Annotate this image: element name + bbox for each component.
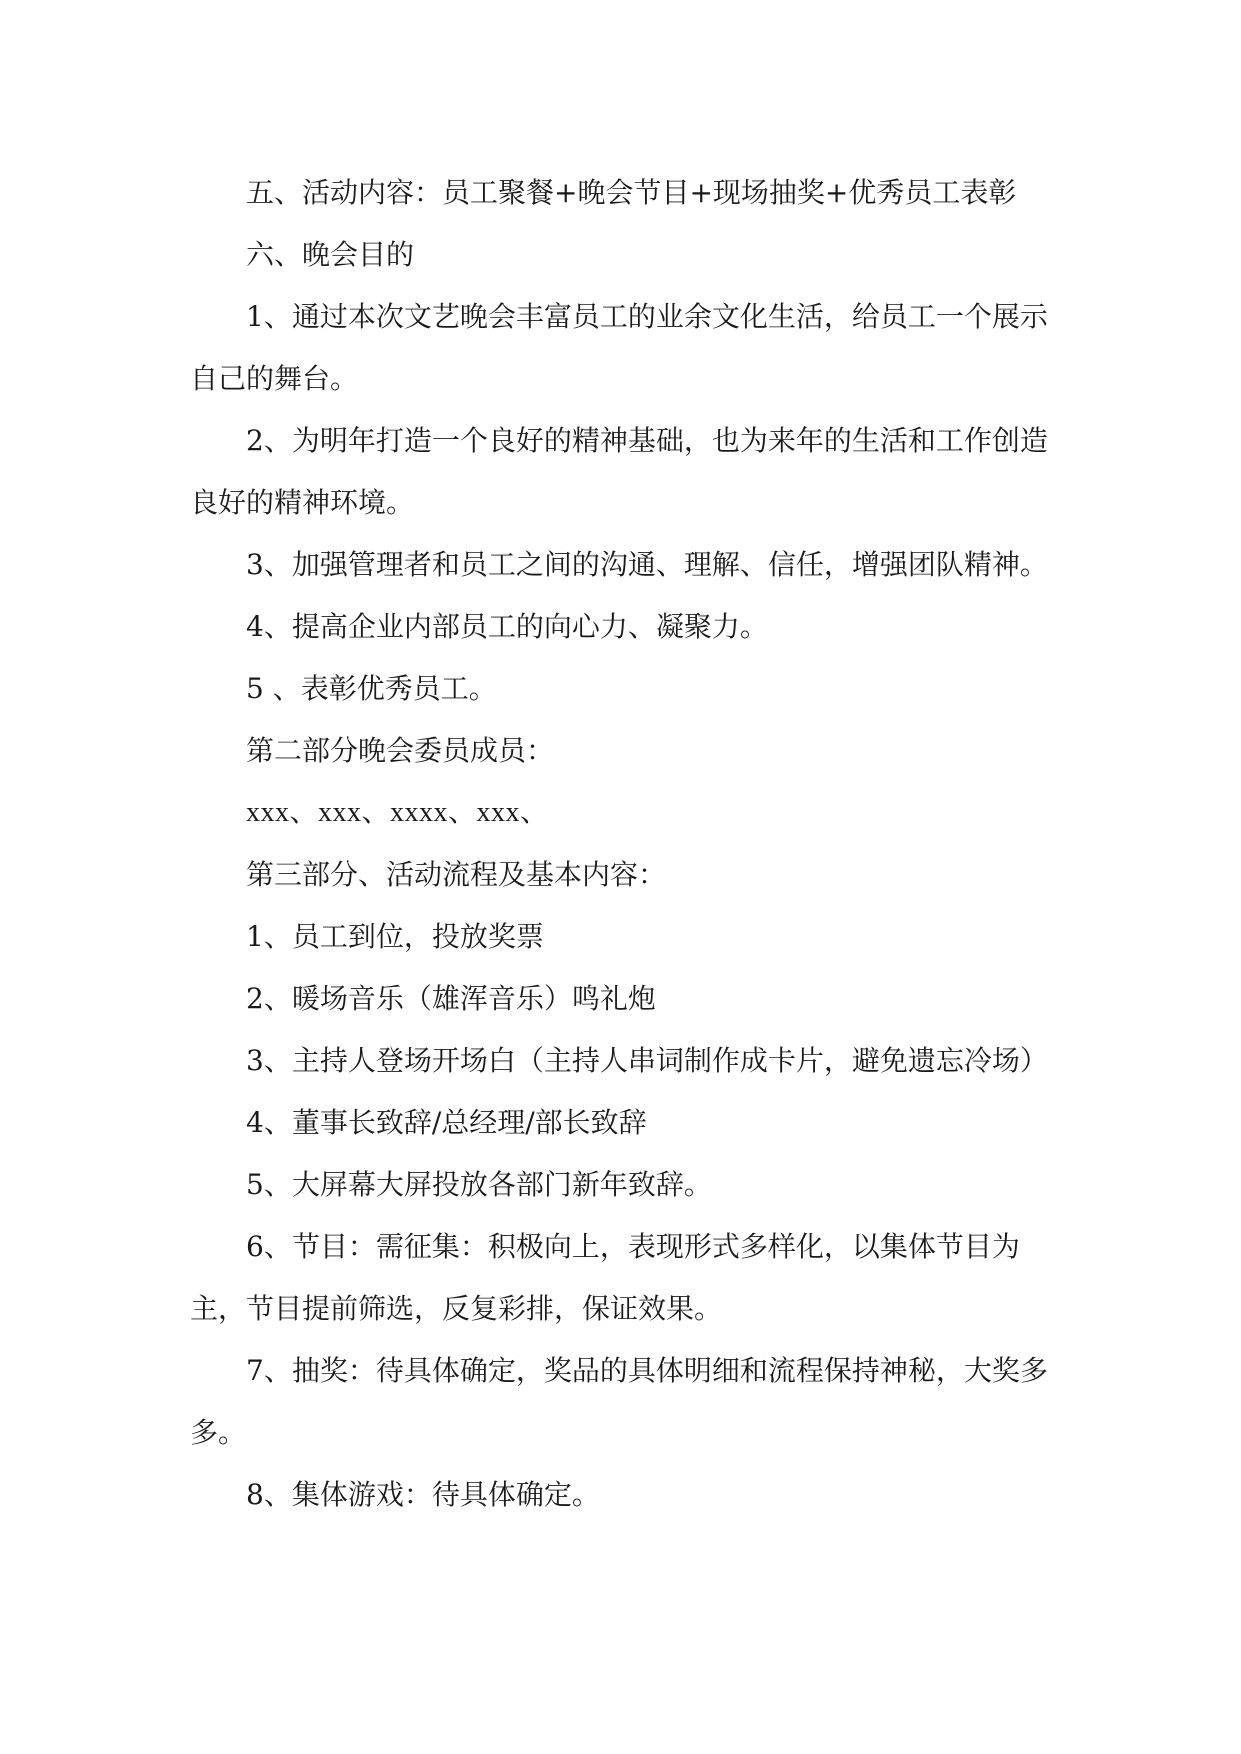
paragraph-purpose-3: 3、加强管理者和员工之间的沟通、理解、信任，增强团队精神。	[246, 548, 1048, 581]
paragraph-activity-content: 五、活动内容：员工聚餐+晚会节目+现场抽奖+优秀员工表彰	[246, 176, 1017, 209]
document-body	[190, 162, 1060, 1526]
paragraph-committee-members: xxx、xxx、xxxx、xxx、	[246, 797, 549, 828]
paragraph-step-6: 6、节目：需征集：积极向上，表现形式多样化，以集体节目为主，节目提前筛选，反复彩排，保证效果。	[190, 1230, 1020, 1325]
paragraph-process-heading: 第三部分、活动流程及基本内容：	[246, 858, 667, 891]
paragraph-party-purpose-heading: 六、晚会目的	[246, 238, 415, 271]
paragraph-step-3: 3、主持人登场开场白（主持人串词制作成卡片，避免遗忘冷场）	[246, 1044, 1048, 1077]
paragraph-step-1: 1、员工到位，投放奖票	[246, 920, 544, 953]
paragraph-purpose-1: 1、通过本次文艺晚会丰富员工的业余文化生活，给员工一个展示自己的舞台。	[190, 300, 1048, 395]
paragraph-step-4: 4、董事长致辞/总经理/部长致辞	[246, 1106, 647, 1139]
paragraph-purpose-4: 4、提高企业内部员工的向心力、凝聚力。	[246, 610, 768, 643]
paragraph-step-8: 8、集体游戏：待具体确定。	[246, 1478, 600, 1511]
paragraph-committee-heading: 第二部分晚会委员成员：	[246, 734, 555, 767]
paragraph-step-2: 2、暖场音乐（雄浑音乐）鸣礼炮	[246, 982, 656, 1015]
paragraph-purpose-5: 5 、表彰优秀员工。	[246, 672, 497, 705]
paragraph-step-7: 7、抽奖：待具体确定，奖品的具体明细和流程保持神秘，大奖多多。	[190, 1354, 1048, 1449]
paragraph-step-5: 5、大屏幕大屏投放各部门新年致辞。	[246, 1168, 712, 1201]
paragraph-purpose-2: 2、为明年打造一个良好的精神基础，也为来年的生活和工作创造良好的精神环境。	[190, 424, 1048, 519]
